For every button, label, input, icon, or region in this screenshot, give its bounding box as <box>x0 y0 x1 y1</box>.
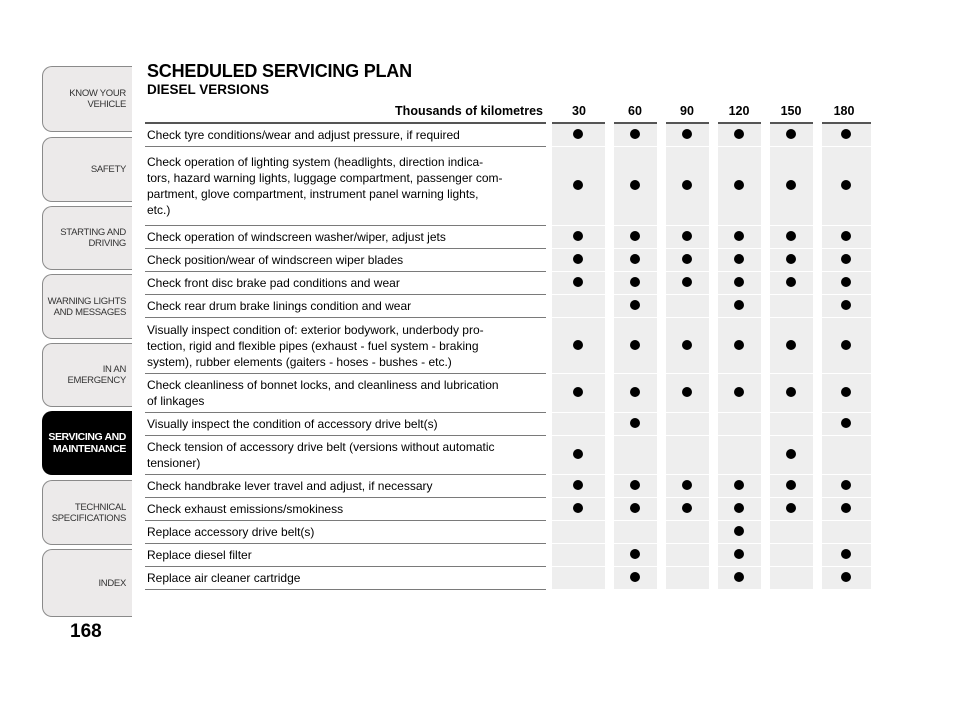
schedule-cell-120 <box>713 413 765 436</box>
schedule-cell-180 <box>817 374 871 413</box>
scheduled-dot-icon <box>682 340 692 350</box>
schedule-cell-180 <box>817 544 871 567</box>
scheduled-dot-icon <box>734 387 744 397</box>
schedule-cell-30 <box>549 249 609 272</box>
operation-description: Replace accessory drive belt(s) <box>145 521 549 544</box>
scheduled-dot-icon <box>573 180 583 190</box>
scheduled-dot-icon <box>786 129 796 139</box>
chapter-tab-index[interactable] <box>42 549 132 617</box>
schedule-cell-90 <box>661 413 713 436</box>
scheduled-dot-icon <box>734 503 744 513</box>
schedule-cell-60 <box>609 226 661 249</box>
scheduled-dot-icon <box>573 231 583 241</box>
scheduled-dot-icon <box>682 480 692 490</box>
operation-description: Check front disc brake pad conditions and wear <box>145 272 549 295</box>
schedule-cell-60 <box>609 249 661 272</box>
scheduled-dot-icon <box>841 387 851 397</box>
schedule-cell-90 <box>661 272 713 295</box>
schedule-cell-120 <box>713 249 765 272</box>
table-row <box>145 147 871 226</box>
kilometres-header: Thousands of kilometres <box>395 104 543 118</box>
schedule-cell-90 <box>661 295 713 318</box>
scheduled-dot-icon <box>734 549 744 559</box>
scheduled-dot-icon <box>630 129 640 139</box>
schedule-cell-120 <box>713 475 765 498</box>
schedule-cell-90 <box>661 498 713 521</box>
schedule-cell-150 <box>765 498 817 521</box>
table-row <box>145 521 871 544</box>
service-schedule-table <box>145 100 871 590</box>
km-column-120: 120 <box>728 104 750 118</box>
scheduled-dot-icon <box>734 277 744 287</box>
schedule-cell-90 <box>661 123 713 147</box>
operation-description: Check tyre conditions/wear and adjust pressure, if required <box>145 123 549 147</box>
schedule-cell-60 <box>609 295 661 318</box>
schedule-cell-180 <box>817 226 871 249</box>
schedule-cell-30 <box>549 295 609 318</box>
schedule-cell-60 <box>609 436 661 475</box>
scheduled-dot-icon <box>841 231 851 241</box>
schedule-cell-60 <box>609 521 661 544</box>
schedule-cell-180 <box>817 249 871 272</box>
table-row <box>145 436 871 475</box>
schedule-cell-90 <box>661 436 713 475</box>
scheduled-dot-icon <box>630 231 640 241</box>
schedule-cell-150 <box>765 374 817 413</box>
scheduled-dot-icon <box>682 129 692 139</box>
schedule-cell-180 <box>817 318 871 374</box>
scheduled-dot-icon <box>734 340 744 350</box>
operation-description: Check operation of windscreen washer/wiper, adjust jets <box>145 226 549 249</box>
schedule-cell-90 <box>661 249 713 272</box>
table-row <box>145 249 871 272</box>
schedule-cell-180 <box>817 436 871 475</box>
scheduled-dot-icon <box>786 254 796 264</box>
scheduled-dot-icon <box>734 480 744 490</box>
operation-description: Visually inspect the condition of accessory drive belt(s) <box>145 413 549 436</box>
scheduled-dot-icon <box>630 180 640 190</box>
table-row <box>145 413 871 436</box>
scheduled-dot-icon <box>630 254 640 264</box>
scheduled-dot-icon <box>786 503 796 513</box>
chapter-tab-starting-and-driving[interactable] <box>42 206 132 270</box>
schedule-cell-150 <box>765 226 817 249</box>
table-row <box>145 475 871 498</box>
scheduled-dot-icon <box>734 300 744 310</box>
schedule-cell-150 <box>765 123 817 147</box>
scheduled-dot-icon <box>682 180 692 190</box>
operation-description: Visually inspect condition of: exterior bodywork, underbody pro- tection, rigid and flexible pipes (exhaust - fuel system - braking system), rubber elements (gaiters - hoses - bushes - etc.) <box>145 318 549 374</box>
km-column-180: 180 <box>833 104 855 118</box>
chapter-tab-know-your-vehicle[interactable] <box>42 66 132 132</box>
schedule-cell-120 <box>713 272 765 295</box>
table-row <box>145 544 871 567</box>
schedule-cell-120 <box>713 295 765 318</box>
operation-description: Replace diesel filter <box>145 544 549 567</box>
km-column-60: 60 <box>628 104 642 118</box>
scheduled-dot-icon <box>573 449 583 459</box>
schedule-cell-150 <box>765 295 817 318</box>
scheduled-dot-icon <box>682 503 692 513</box>
scheduled-dot-icon <box>630 503 640 513</box>
scheduled-dot-icon <box>573 254 583 264</box>
schedule-cell-120 <box>713 226 765 249</box>
operation-description: Check rear drum brake linings condition and wear <box>145 295 549 318</box>
schedule-cell-90 <box>661 544 713 567</box>
schedule-cell-150 <box>765 544 817 567</box>
schedule-cell-30 <box>549 374 609 413</box>
scheduled-dot-icon <box>630 549 640 559</box>
schedule-cell-30 <box>549 147 609 226</box>
schedule-cell-150 <box>765 272 817 295</box>
schedule-cell-60 <box>609 498 661 521</box>
scheduled-dot-icon <box>734 180 744 190</box>
schedule-cell-30 <box>549 567 609 590</box>
scheduled-dot-icon <box>841 180 851 190</box>
schedule-cell-30 <box>549 318 609 374</box>
schedule-cell-120 <box>713 498 765 521</box>
scheduled-dot-icon <box>841 549 851 559</box>
scheduled-dot-icon <box>786 480 796 490</box>
chapter-tab-label: STARTING AND DRIVING <box>60 227 126 249</box>
page-number: 168 <box>70 621 102 642</box>
chapter-tab-in-an-emergency[interactable] <box>42 343 132 407</box>
operation-description: Check handbrake lever travel and adjust, if necessary <box>145 475 549 498</box>
chapter-tab-safety[interactable] <box>42 137 132 202</box>
schedule-cell-120 <box>713 436 765 475</box>
table-row <box>145 567 871 590</box>
scheduled-dot-icon <box>630 572 640 582</box>
table-row <box>145 295 871 318</box>
km-column-30: 30 <box>572 104 586 118</box>
schedule-cell-150 <box>765 249 817 272</box>
scheduled-dot-icon <box>734 254 744 264</box>
schedule-cell-90 <box>661 521 713 544</box>
scheduled-dot-icon <box>630 300 640 310</box>
scheduled-dot-icon <box>841 503 851 513</box>
schedule-cell-150 <box>765 318 817 374</box>
scheduled-dot-icon <box>734 572 744 582</box>
scheduled-dot-icon <box>573 129 583 139</box>
scheduled-dot-icon <box>573 480 583 490</box>
scheduled-dot-icon <box>786 449 796 459</box>
scheduled-dot-icon <box>630 418 640 428</box>
schedule-cell-60 <box>609 147 661 226</box>
scheduled-dot-icon <box>682 387 692 397</box>
scheduled-dot-icon <box>630 387 640 397</box>
chapter-tab-label: KNOW YOUR VEHICLE <box>69 88 126 110</box>
table-row <box>145 498 871 521</box>
schedule-cell-60 <box>609 374 661 413</box>
chapter-tab-label: TECHNICAL SPECIFICATIONS <box>51 501 126 524</box>
schedule-cell-30 <box>549 475 609 498</box>
schedule-cell-180 <box>817 272 871 295</box>
schedule-cell-60 <box>609 123 661 147</box>
schedule-cell-90 <box>661 567 713 590</box>
schedule-cell-180 <box>817 413 871 436</box>
table-header-row <box>145 100 871 123</box>
scheduled-dot-icon <box>841 418 851 428</box>
chapter-tab-servicing-and-maintenance[interactable] <box>42 411 132 475</box>
scheduled-dot-icon <box>682 231 692 241</box>
schedule-cell-180 <box>817 123 871 147</box>
chapter-tab-label: INDEX <box>98 577 126 589</box>
schedule-cell-90 <box>661 475 713 498</box>
schedule-cell-150 <box>765 521 817 544</box>
km-column-150: 150 <box>780 104 802 118</box>
operation-description: Check tension of accessory drive belt (versions without automatic tensioner) <box>145 436 549 475</box>
schedule-cell-30 <box>549 521 609 544</box>
scheduled-dot-icon <box>841 340 851 350</box>
operation-description: Check exhaust emissions/smokiness <box>145 498 549 521</box>
schedule-cell-120 <box>713 544 765 567</box>
schedule-cell-90 <box>661 318 713 374</box>
schedule-cell-30 <box>549 226 609 249</box>
scheduled-dot-icon <box>734 231 744 241</box>
scheduled-dot-icon <box>734 526 744 536</box>
scheduled-dot-icon <box>841 300 851 310</box>
table-row <box>145 272 871 295</box>
scheduled-dot-icon <box>841 129 851 139</box>
schedule-cell-120 <box>713 318 765 374</box>
scheduled-dot-icon <box>786 277 796 287</box>
operation-description: Replace air cleaner cartridge <box>145 567 549 590</box>
scheduled-dot-icon <box>841 480 851 490</box>
schedule-cell-60 <box>609 544 661 567</box>
schedule-cell-180 <box>817 567 871 590</box>
schedule-cell-150 <box>765 413 817 436</box>
schedule-cell-150 <box>765 567 817 590</box>
operation-description: Check position/wear of windscreen wiper blades <box>145 249 549 272</box>
schedule-cell-30 <box>549 498 609 521</box>
chapter-tab-label: WARNING LIGHTS AND MESSAGES <box>47 295 126 318</box>
schedule-cell-90 <box>661 147 713 226</box>
schedule-cell-180 <box>817 147 871 226</box>
schedule-cell-60 <box>609 272 661 295</box>
scheduled-dot-icon <box>630 480 640 490</box>
schedule-cell-120 <box>713 123 765 147</box>
operation-description: Check cleanliness of bonnet locks, and cleanliness and lubrication of linkages <box>145 374 549 413</box>
schedule-cell-180 <box>817 295 871 318</box>
scheduled-dot-icon <box>786 180 796 190</box>
scheduled-dot-icon <box>786 231 796 241</box>
schedule-cell-180 <box>817 475 871 498</box>
operation-description: Check operation of lighting system (headlights, direction indica- tors, hazard warning lights, luggage compartment, passenger com- partment, glove compartment, instrument panel warning lights, etc.) <box>145 147 549 226</box>
scheduled-dot-icon <box>573 387 583 397</box>
scheduled-dot-icon <box>630 277 640 287</box>
schedule-cell-60 <box>609 567 661 590</box>
chapter-tab-technical-specifications[interactable] <box>42 480 132 545</box>
schedule-cell-30 <box>549 436 609 475</box>
chapter-tab-label: SAFETY <box>90 164 126 175</box>
table-row <box>145 374 871 413</box>
schedule-cell-150 <box>765 475 817 498</box>
scheduled-dot-icon <box>841 277 851 287</box>
table-body <box>145 123 871 590</box>
schedule-cell-120 <box>713 521 765 544</box>
schedule-cell-30 <box>549 123 609 147</box>
scheduled-dot-icon <box>841 254 851 264</box>
schedule-cell-90 <box>661 226 713 249</box>
schedule-cell-180 <box>817 498 871 521</box>
schedule-cell-30 <box>549 272 609 295</box>
scheduled-dot-icon <box>630 340 640 350</box>
scheduled-dot-icon <box>786 340 796 350</box>
schedule-cell-120 <box>713 567 765 590</box>
scheduled-dot-icon <box>734 129 744 139</box>
page-title: SCHEDULED SERVICING PLAN <box>147 61 412 81</box>
schedule-cell-30 <box>549 544 609 567</box>
chapter-tab-warning-lights-and-messages[interactable] <box>42 274 132 339</box>
table-row <box>145 123 871 147</box>
km-column-90: 90 <box>680 104 694 118</box>
schedule-cell-150 <box>765 147 817 226</box>
schedule-cell-180 <box>817 521 871 544</box>
schedule-cell-60 <box>609 475 661 498</box>
schedule-cell-150 <box>765 436 817 475</box>
scheduled-dot-icon <box>573 340 583 350</box>
schedule-cell-60 <box>609 318 661 374</box>
chapter-tab-label: SERVICING AND MAINTENANCE <box>48 431 126 455</box>
schedule-cell-60 <box>609 413 661 436</box>
scheduled-dot-icon <box>682 254 692 264</box>
schedule-cell-120 <box>713 374 765 413</box>
schedule-cell-90 <box>661 374 713 413</box>
scheduled-dot-icon <box>573 277 583 287</box>
schedule-cell-120 <box>713 147 765 226</box>
scheduled-dot-icon <box>841 572 851 582</box>
table-row <box>145 318 871 374</box>
table-row <box>145 226 871 249</box>
chapter-tab-label: IN AN EMERGENCY <box>67 364 126 386</box>
schedule-cell-30 <box>549 413 609 436</box>
scheduled-dot-icon <box>786 387 796 397</box>
scheduled-dot-icon <box>682 277 692 287</box>
scheduled-dot-icon <box>573 503 583 513</box>
page-subtitle: DIESEL VERSIONS <box>147 82 270 97</box>
